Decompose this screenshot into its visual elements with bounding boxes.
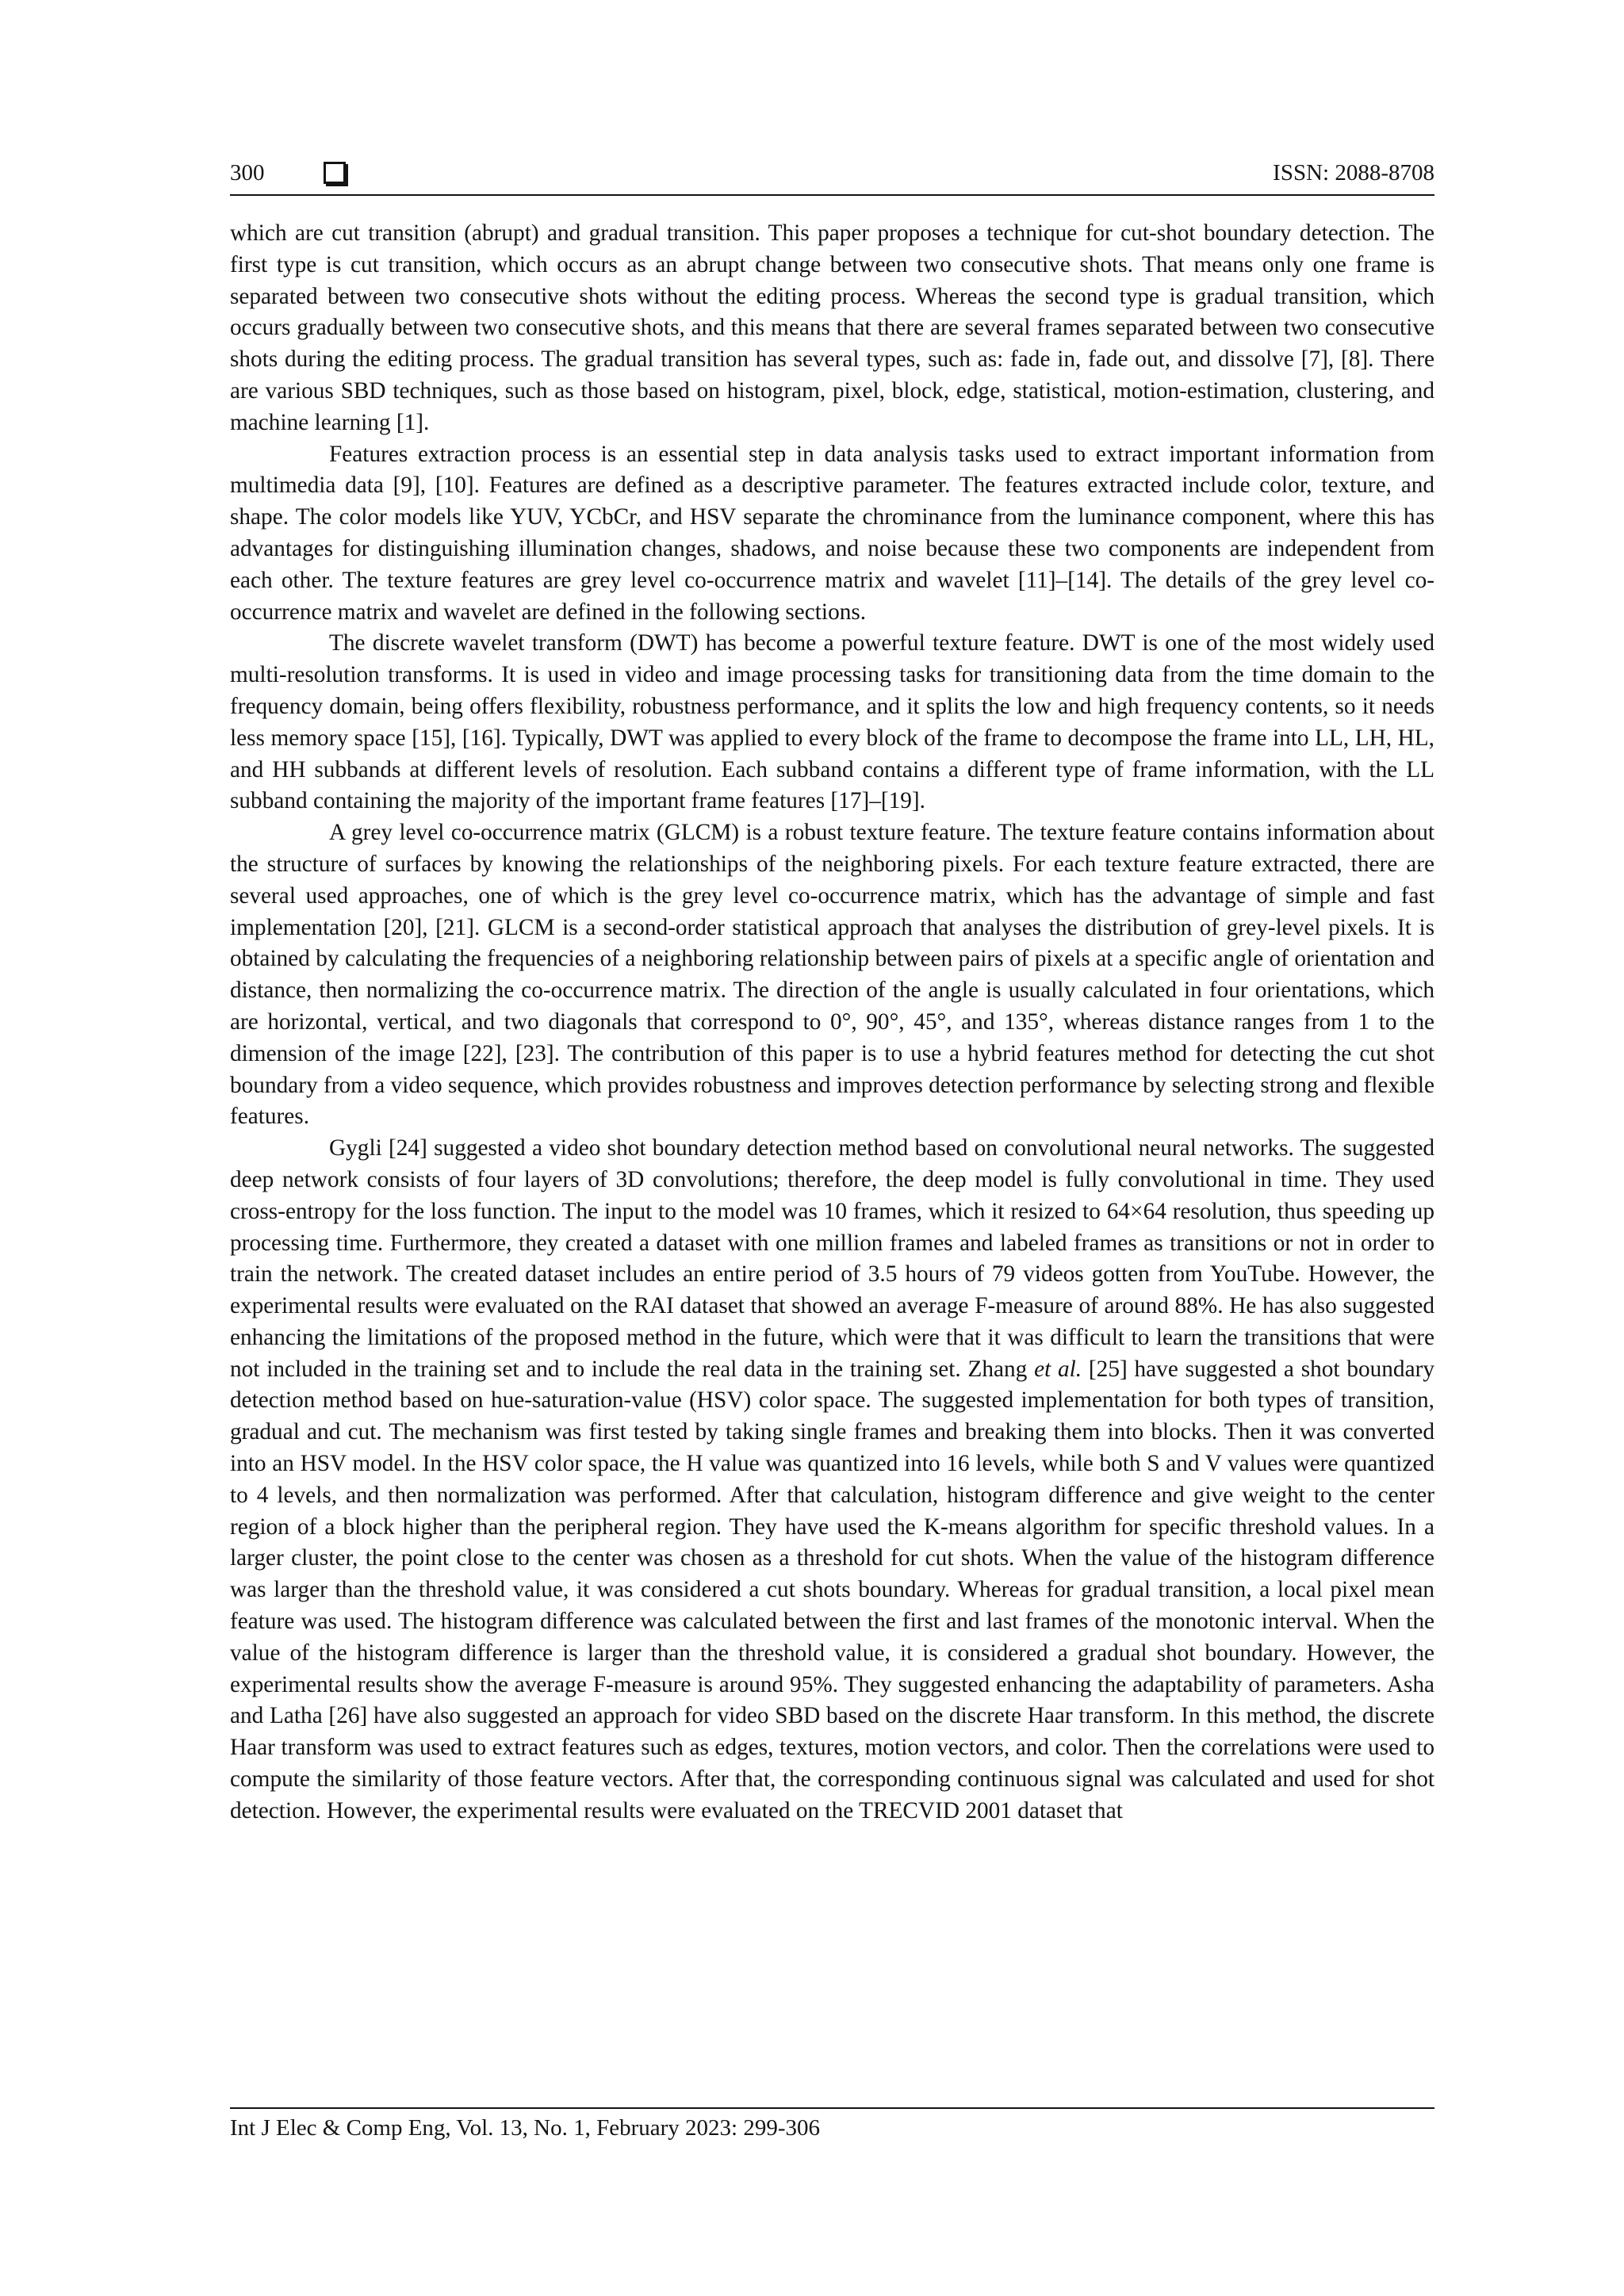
body-text [230,218,1434,1827]
paragraph-5 [230,1133,1434,1827]
header-divider [230,194,1434,196]
footer-citation: Int J Elec & Comp Eng, Vol. 13, No. 1, February 2023: 299-306 [230,2115,821,2141]
paragraph-3: The discrete wavelet transform (DWT) has become a powerful texture feature. DWT is one of the most widely used multi-resolution transforms. It is used in video and image processing tasks for transitioning data from the time domain to the frequency domain, being offers flexibility, robustness performance, and it splits the low and high frequency contents, so it needs less memory space [15], [16]. Typically, DWT was applied to every block of the frame to decompose the frame into LL, LH, HL, and HH subbands at different levels of resolution. Each subband contains a different type of frame information, with the LL subband containing the majority of the important frame features [17]–[19]. [230,630,1434,814]
paragraph-5-part-2: [25] have suggested a shot boundary detection method based on hue-saturation-value (HSV) color space. The suggested implementation for both types of transition, gradual and cut. The mechanism was first tested by taking single frames and breaking them into blocks. Then it was converted into an HSV model. In the HSV color space, the H value was quantized into 16 levels, while both S and V values were quantized to 4 levels, and then normalization was performed. After that calculation, histogram difference and give weight to the center region of a block higher than the peripheral region. They have used the K-means algorithm for specific threshold values. In a larger cluster, the point close to the center was chosen as a threshold for cut shots. When the value of the histogram difference was larger than the threshold value, it was considered a cut shots boundary. Whereas for gradual transition, a local pixel mean feature was used. The histogram difference was calculated between the first and last frames of the monotonic interval. When the value of the histogram difference is larger than the threshold value, it is considered a gradual shot boundary. However, the experimental results show the average F-measure is around 95%. They suggested enhancing the adaptability of parameters. Asha and Latha [26] have also suggested an approach for video SBD based on the discrete Haar transform. In this method, the discrete Haar transform was used to extract features such as edges, textures, motion vectors, and color. Then the correlations were used to compute the similarity of those feature vectors. After that, the corresponding continuous signal was calculated and used for shot detection. However, the experimental results were evaluated on the TRECVID 2001 dataset that [230,1356,1434,1823]
paragraph-5-italic: et al. [1034,1356,1082,1382]
paragraph-1: which are cut transition (abrupt) and gradual transition. This paper proposes a technique for cut-shot boundary detection. The first type is cut transition, which occurs as an abrupt change between two consecutive shots. That means only one frame is separated between two consecutive shots without the editing process. Whereas the second type is gradual transition, which occurs gradually between two consecutive shots, and this means that there are several frames separated between two consecutive shots during the editing process. The gradual transition has several types, such as: fade in, fade out, and dissolve [7], [8]. There are various SBD techniques, such as those based on histogram, pixel, block, edge, statistical, motion-estimation, clustering, and machine learning [1]. [230,220,1434,435]
square-bullet-icon [324,162,346,184]
paragraph-2: Features extraction process is an essential step in data analysis tasks used to extract important information from multimedia data [9], [10]. Features are defined as a descriptive parameter. The features extracted include color, texture, and shape. The color models like YUV, YCbCr, and HSV separate the chrominance from the luminance component, where this has advantages for distinguishing illumination changes, shadows, and noise because these two components are independent from each other. The texture features are grey level co-occurrence matrix and wavelet [11]–[14]. The details of the grey level co-occurrence matrix and wavelet are defined in the following sections. [230,441,1434,625]
paragraph-4: A grey level co-occurrence matrix (GLCM) is a robust texture feature. The texture feature contains information about the structure of surfaces by knowing the relationships of the neighboring pixels. For each texture feature extracted, there are several used approaches, one of which is the grey level co-occurrence matrix, which has the advantage of simple and fast implementation [20], [21]. GLCM is a second-order statistical approach that analyses the distribution of grey-level pixels. It is obtained by calculating the frequencies of a neighboring relationship between pairs of pixels at a specific angle of orientation and distance, then normalizing the co-occurrence matrix. The direction of the angle is usually calculated in four orientations, which are horizontal, vertical, and two diagonals that correspond to 0°, 90°, 45°, and 135°, whereas distance ranges from 1 to the dimension of the image [22], [23]. The contribution of this paper is to use a hybrid features method for detecting the cut shot boundary from a video sequence, which provides robustness and improves detection performance by selecting strong and flexible features. [230,820,1434,1130]
paragraph-5-part-1: Gygli [24] suggested a video shot boundary detection method based on convolutional neural networks. The suggested deep network consists of four layers of 3D convolutions; therefore, the deep model is fully convolutional in time. They used cross-entropy for the loss function. The input to the model was 10 frames, which it resized to 64×64 resolution, thus speeding up processing time. Furthermore, they created a dataset with one million frames and labeled frames as transitions or not in order to train the network. The created dataset includes an entire period of 3.5 hours of 79 videos gotten from YouTube. However, the experimental results were evaluated on the RAI dataset that showed an average F-measure of around 88%. He has also suggested enhancing the limitations of the proposed method in the future, which were that it was difficult to learn the transitions that were not included in the training set and to include the real data in the training set. Zhang [230,1135,1434,1382]
page-number: 300 [230,160,265,186]
footer-divider [230,2107,1434,2109]
issn-label: ISSN: 2088-8708 [1273,160,1434,186]
page-header [230,157,1434,189]
